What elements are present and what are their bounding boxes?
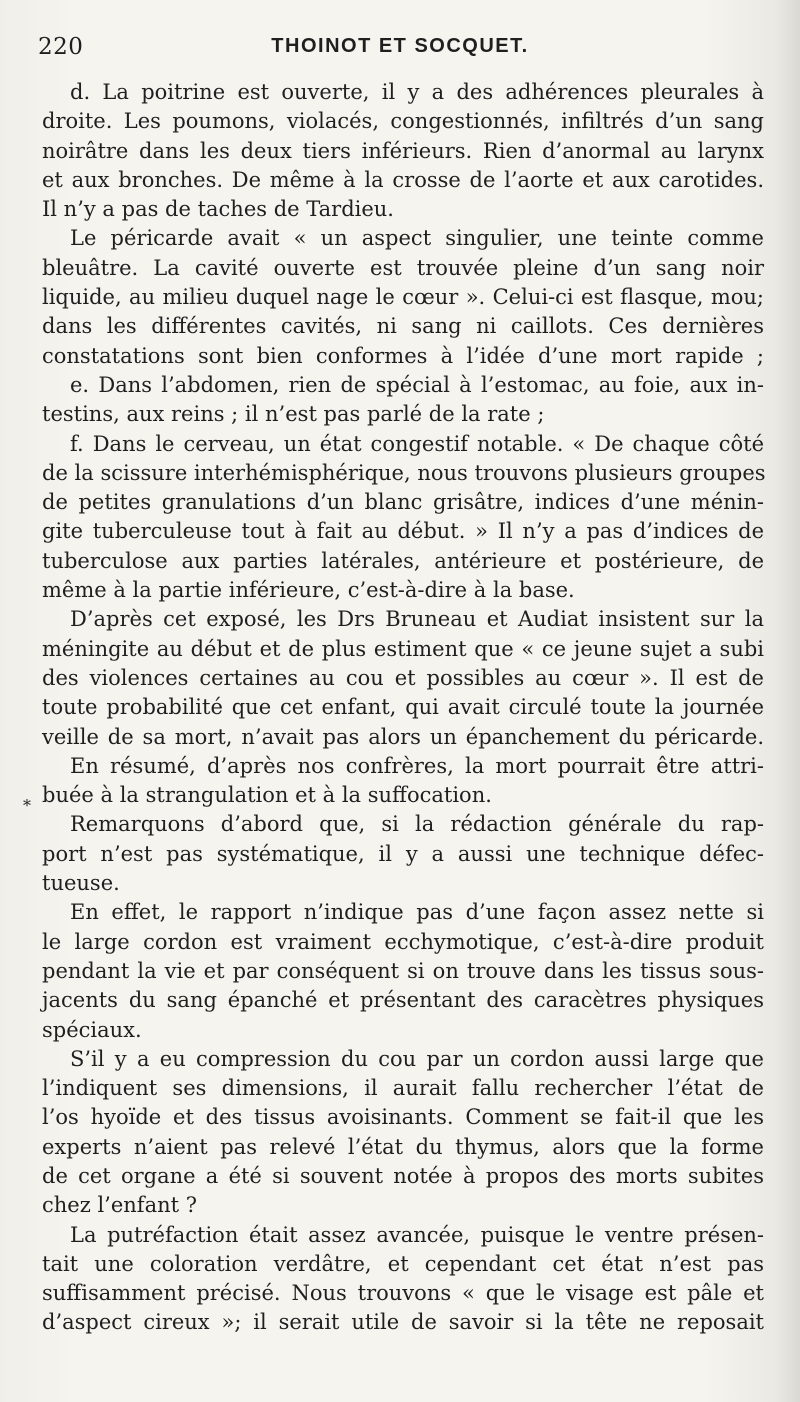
text-line: gite tuberculeuse tout à fait au début. » Il n’y a pas d’indices de xyxy=(42,519,764,544)
text-line: Remarquons d’abord que, si la rédaction générale du rap- xyxy=(70,812,764,837)
text-line: tait une coloration verdâtre, et cependant cet état n’est pas xyxy=(42,1251,764,1276)
text-line: de la scissure interhémisphérique, nous trouvons plusieurs groupes xyxy=(42,460,766,485)
text-line: spéciaux. xyxy=(42,1017,142,1042)
body-text xyxy=(42,78,764,1338)
text-line: tuberculose aux parties latérales, antérieure et postérieure, de xyxy=(42,548,764,573)
text-line: l’os hyoïde et des tissus avoisinants. Comment se fait-il que les xyxy=(42,1105,764,1130)
text-line: En effet, le rapport n’indique pas d’une façon assez nette si xyxy=(70,900,764,925)
text-line: et aux bronches. De même à la crosse de l’aorte et aux carotides. xyxy=(42,167,764,192)
text-line: liquide, au milieu duquel nage le cœur ». Celui-ci est flasque, mou; xyxy=(42,285,764,310)
text-line: constatations sont bien conformes à l’idée d’une mort rapide ; xyxy=(42,343,764,368)
text-line: La putréfaction était assez avancée, puisque le ventre présen- xyxy=(70,1222,764,1247)
page-number: 220 xyxy=(38,34,84,60)
text-line: chez l’enfant ? xyxy=(42,1193,197,1218)
text-line: e. Dans l’abdomen, rien de spécial à l’estomac, au foie, aux in- xyxy=(70,372,764,397)
text-line: noirâtre dans les deux tiers inférieurs. Rien d’anormal au larynx xyxy=(42,138,764,163)
text-line: de cet organe a été si souvent notée à propos des morts subites xyxy=(42,1163,764,1188)
running-head: THOINOT ET SOCQUET. xyxy=(271,35,529,57)
text-line: de petites granulations d’un blanc grisâtre, indices d’une ménin- xyxy=(42,490,764,515)
text-line: veille de sa mort, n’avait pas alors un épanchement du péricarde. xyxy=(42,724,764,749)
text-line: buée à la strangulation et à la suffocation. xyxy=(42,783,492,808)
text-line: port n’est pas systématique, il y a aussi une technique défec- xyxy=(42,841,764,866)
text-line: méningite au début et de plus estiment que « ce jeune sujet a subi xyxy=(42,636,764,661)
margin-mark: * xyxy=(23,796,31,815)
text-line: toute probabilité que cet enfant, qui avait circulé toute la journée xyxy=(42,695,764,720)
text-line: dans les différentes cavités, ni sang ni caillots. Ces dernières xyxy=(42,314,764,339)
text-line: f. Dans le cerveau, un état congestif notable. « De chaque côté xyxy=(70,431,764,456)
text-line: le large cordon est vraiment ecchymotique, c’est-à-dire produit xyxy=(42,929,764,954)
text-line: testins, aux reins ; il n’est pas parlé de la rate ; xyxy=(42,402,545,427)
text-line: des violences certaines au cou et possibles au cœur ». Il est de xyxy=(42,665,764,690)
text-line: même à la partie inférieure, c’est-à-dire à la base. xyxy=(42,578,575,603)
text-line: droite. Les poumons, violacés, congestionnés, infiltrés d’un sang xyxy=(42,109,764,134)
text-line: D’après cet exposé, les Drs Bruneau et Audiat insistent sur la xyxy=(70,607,764,632)
text-line: jacents du sang épanché et présentant des caracètres physiques xyxy=(42,988,764,1013)
page-header xyxy=(38,30,762,70)
text-line: Le péricarde avait « un aspect singulier, une teinte comme xyxy=(70,226,764,251)
text-line: En résumé, d’après nos confrères, la mort pourrait être attri- xyxy=(70,753,764,778)
text-line: d’aspect cireux »; il serait utile de savoir si la tête ne reposait xyxy=(42,1310,764,1335)
text-line: suffisamment précisé. Nous trouvons « que le visage est pâle et xyxy=(42,1281,764,1306)
text-line: tueuse. xyxy=(42,871,120,896)
text-line: bleuâtre. La cavité ouverte est trouvée pleine d’un sang noir xyxy=(42,255,764,280)
text-line: S’il y a eu compression du cou par un cordon aussi large que xyxy=(70,1046,764,1071)
text-line: l’indiquent ses dimensions, il aurait fallu rechercher l’état de xyxy=(42,1076,764,1101)
text-line: experts n’aient pas relevé l’état du thymus, alors que la forme xyxy=(42,1134,764,1159)
text-line: pendant la vie et par conséquent si on trouve dans les tissus sous- xyxy=(42,958,764,983)
text-line: Il n’y a pas de taches de Tardieu. xyxy=(42,197,394,222)
text-line: d. La poitrine est ouverte, il y a des adhérences pleurales à xyxy=(70,80,764,104)
